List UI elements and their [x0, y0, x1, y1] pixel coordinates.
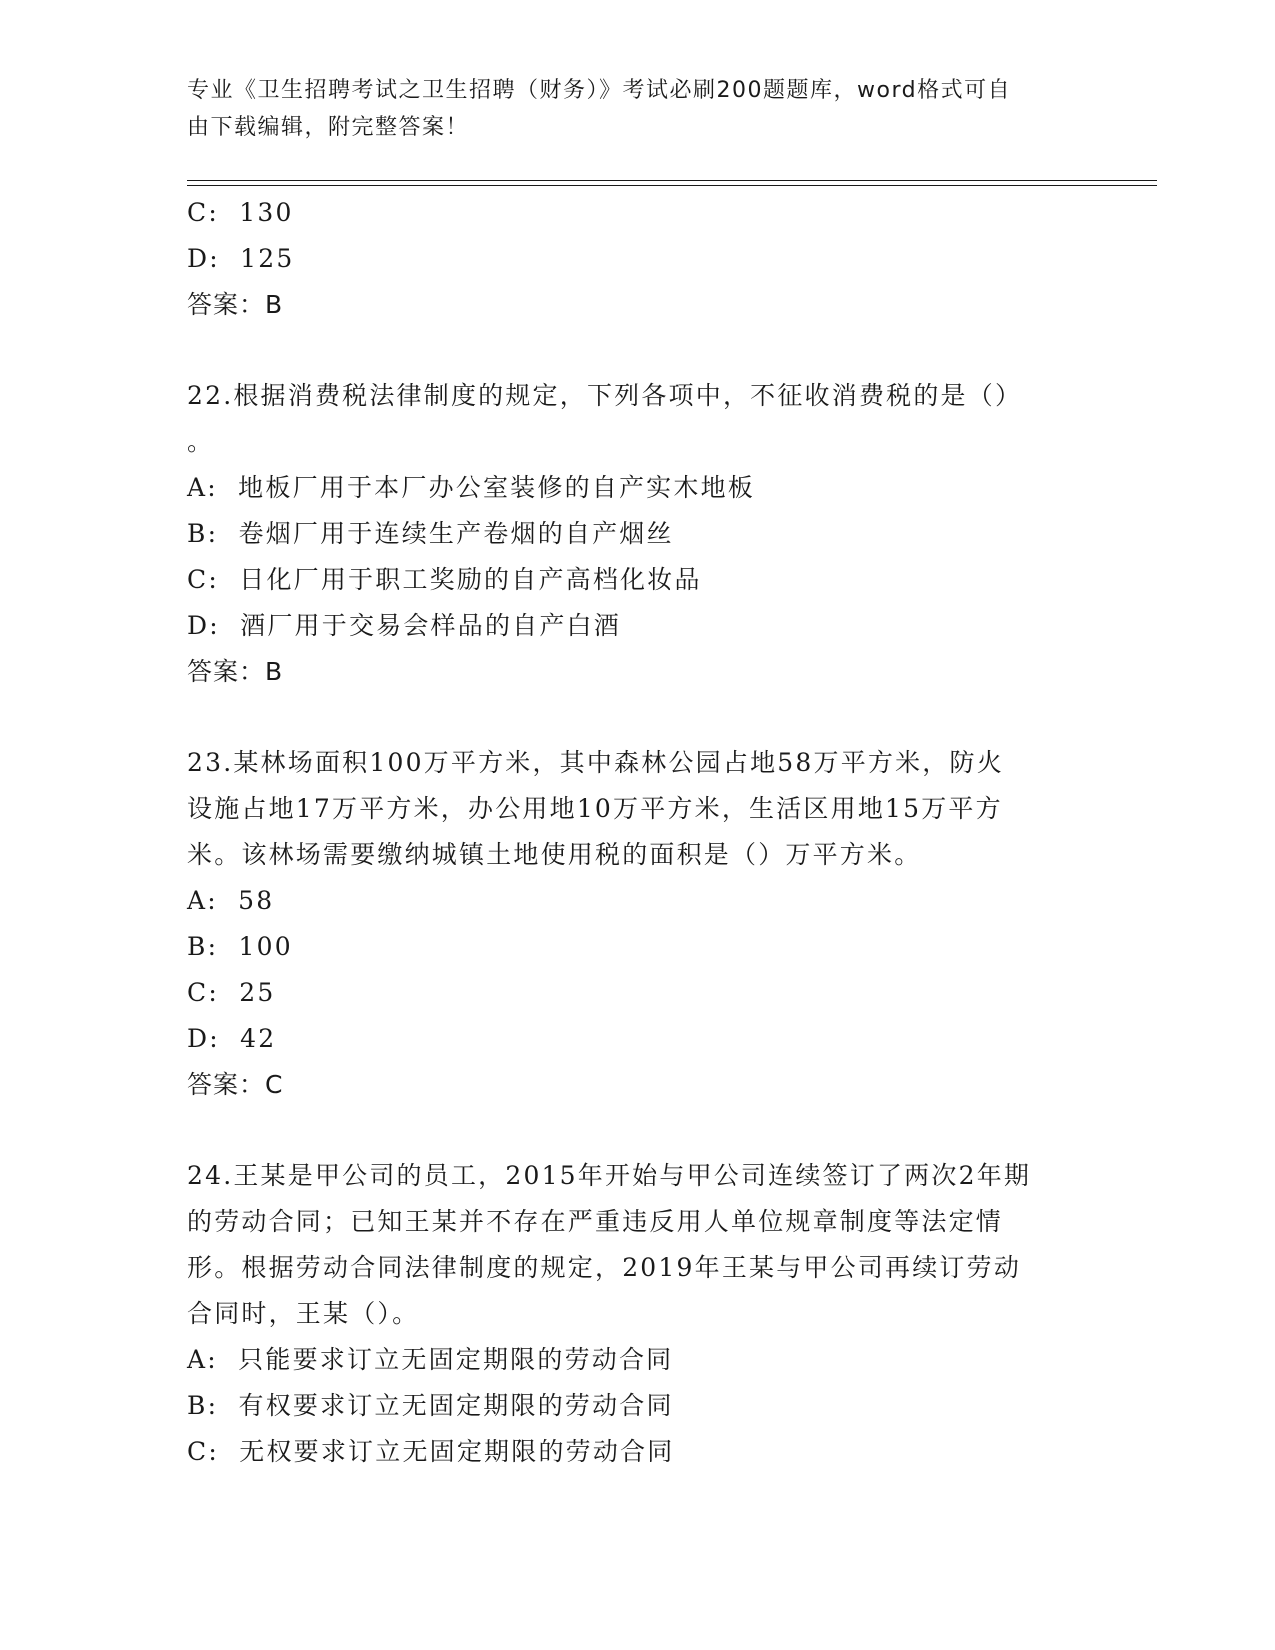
question-stem-line: 形。根据劳动合同法律制度的规定，2019年王某与甲公司再续订劳动: [187, 1253, 1022, 1282]
question-stem-line: 设施占地17万平方米，办公用地10万平方米，生活区用地15万平方: [187, 794, 1003, 823]
header-line-2: 由下载编辑，附完整答案！: [187, 115, 470, 140]
question-stem-line: 的劳动合同；已知王某并不存在严重违反用人单位规章制度等法定情: [187, 1207, 1004, 1236]
question-stem-line: 23.某林场面积100万平方米，其中森林公园占地58万平方米，防火: [187, 748, 1004, 777]
question-21-continued: [187, 190, 1087, 328]
option-d: D: 42: [187, 1024, 277, 1053]
question-stem-line: 合同时，王某（）。: [187, 1299, 420, 1328]
header-divider-bottom: [187, 185, 1157, 186]
answer-line: 答案：B: [187, 657, 284, 686]
option-a: A: 地板厂用于本厂办公室装修的自产实木地板: [187, 473, 755, 502]
header-divider-top: [187, 180, 1157, 181]
option-c: C: 130: [187, 198, 294, 227]
option-b: B: 100: [187, 932, 293, 961]
answer-line: 答案：C: [187, 1070, 284, 1099]
header-line-1: 专业《卫生招聘考试之卫生招聘（财务）》考试必刷200题题库，word格式可自: [187, 78, 1012, 103]
question-list: [187, 190, 1087, 1475]
question-22: [187, 373, 1087, 695]
question-23: [187, 740, 1087, 1108]
option-b: B: 有权要求订立无固定期限的劳动合同: [187, 1391, 674, 1420]
question-stem-line: 。: [187, 427, 215, 456]
question-stem-line: 米。该林场需要缴纳城镇土地使用税的面积是（）万平方米。: [187, 840, 922, 869]
page-header: [187, 72, 1067, 146]
question-24: [187, 1153, 1087, 1475]
option-b: B: 卷烟厂用于连续生产卷烟的自产烟丝: [187, 519, 674, 548]
answer-line: 答案：B: [187, 290, 284, 319]
option-c: C: 无权要求订立无固定期限的劳动合同: [187, 1437, 675, 1466]
question-stem-line: 24.王某是甲公司的员工，2015年开始与甲公司连续签订了两次2年期: [187, 1161, 1032, 1190]
option-a: A: 只能要求订立无固定期限的劳动合同: [187, 1345, 674, 1374]
option-d: D: 125: [187, 244, 295, 273]
option-d: D: 酒厂用于交易会样品的自产白酒: [187, 611, 621, 640]
option-c: C: 25: [187, 978, 276, 1007]
option-a: A: 58: [187, 886, 275, 915]
question-stem-line: 22.根据消费税法律制度的规定，下列各项中，不征收消费税的是（）: [187, 381, 1023, 410]
option-c: C: 日化厂用于职工奖励的自产高档化妆品: [187, 565, 702, 594]
